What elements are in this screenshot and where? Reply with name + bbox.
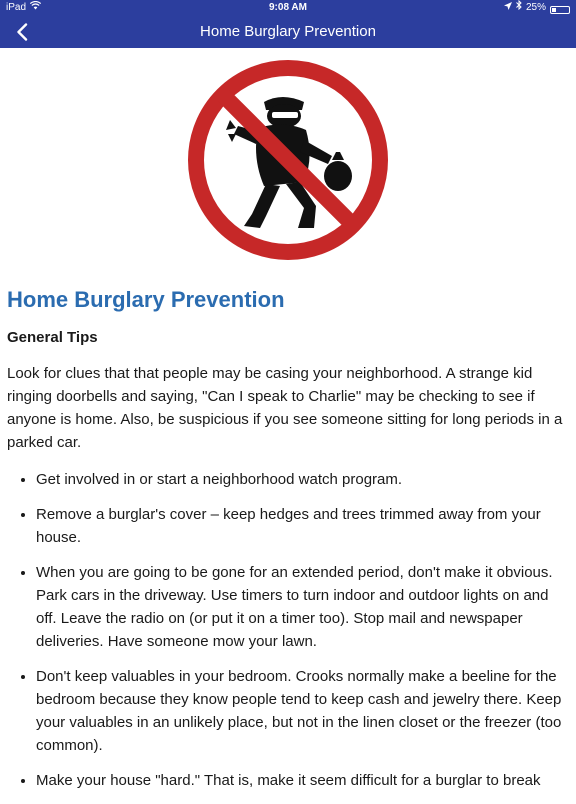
nav-title: Home Burglary Prevention <box>200 23 376 40</box>
device-name: iPad <box>6 2 27 13</box>
list-item: • When you are going to be gone for an extended period, don't make it obvious. Park cars in the driveway. Use timers to turn indoor and outdoor lights on and off. Leave the radio on (or put it on a timer too). Stop mail and newspaper deliveries. Have someone mow your lawn. <box>36 561 566 653</box>
status-time: 9:08 AM <box>269 2 307 13</box>
status-right <box>504 0 570 16</box>
location-arrow-icon <box>504 0 512 16</box>
list-item: • Don't keep valuables in your bedroom. Crooks normally make a beeline for the bedroom because they know people tend to keep cash and jewelry there. Keep your valuables in an unlikely place, but not in the linen closet or the freezer (too common). <box>36 665 566 757</box>
intro-paragraph: Look for clues that that people may be casing your neighborhood. A strange kid ringing doorbells and saying, "Can I speak to Charlie" may be checking to see if anyone is home. Also, be suspicious if you see someone sitting for long periods in a parked car. <box>7 365 563 451</box>
battery-icon <box>550 6 570 14</box>
tips-list <box>0 468 566 792</box>
list-item: • Make your house "hard." That is, make it seem difficult for a burglar to break <box>36 769 566 792</box>
battery-level-fill <box>552 8 556 12</box>
status-bar <box>0 0 576 16</box>
mask-eye-band <box>272 112 298 118</box>
no-burglar-icon <box>186 58 390 262</box>
article-title: Home Burglary Prevention <box>7 287 285 312</box>
article-content <box>0 48 576 804</box>
section-heading: General Tips <box>7 329 98 346</box>
navigation-bar <box>0 16 576 48</box>
bluetooth-icon <box>516 0 522 16</box>
battery-percent: 25% <box>525 2 546 13</box>
list-item: • Get involved in or start a neighborhood watch program. <box>36 468 566 491</box>
list-item: • Remove a burglar's cover – keep hedges and trees trimmed away from your house. <box>36 503 566 549</box>
